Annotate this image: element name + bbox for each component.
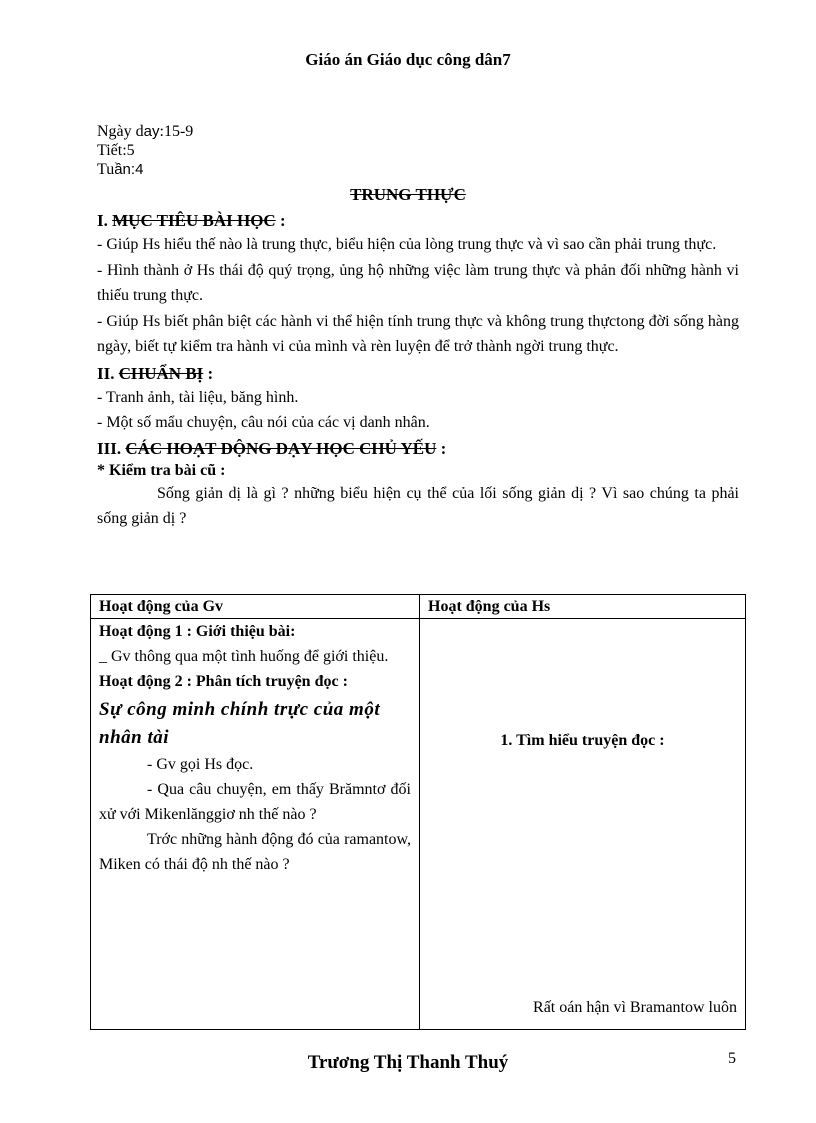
gv-line-3: Trớc những hành động đó của ramantow, Miken có thái độ nh thế nào ? <box>99 831 411 873</box>
section-2-title: CHUẨN BỊ <box>118 363 204 383</box>
week-prefix: Tu <box>97 161 115 178</box>
date-mid: ay <box>143 123 160 140</box>
document-header: Giáo án Giáo dục công dân7 <box>305 50 511 69</box>
footer-author: Trương Thị Thanh Thuý <box>307 1052 509 1073</box>
gv-cell <box>91 619 420 1030</box>
activity-table <box>90 594 746 1030</box>
week-value: :4 <box>130 161 144 178</box>
section-2-heading <box>97 363 739 385</box>
hs-heading: 1. Tìm hiểu truyện đọc : <box>500 732 665 749</box>
week-mid: ần <box>114 161 131 178</box>
section-3-title: CÁC HOẠT ĐỘNG DẠY HỌC CHỦ YẾU <box>125 438 437 458</box>
date-prefix: Ngày d <box>97 123 144 140</box>
col-gv-header: Hoạt động của Gv <box>91 595 420 619</box>
col-hs-header: Hoạt động của Hs <box>420 595 746 619</box>
week-line <box>97 160 193 179</box>
section-3-number: III. <box>97 438 126 458</box>
hs-cell <box>420 619 746 1030</box>
section-1-heading <box>97 210 739 232</box>
objective-2: - Hình thành ở Hs thái độ quý trọng, ủng hộ những việc làm trung thực và phản đối những hành vi thiếu trung thực. <box>97 261 739 304</box>
activity-2-heading: Hoạt động 2 : Phân tích truyện đọc : <box>99 673 348 690</box>
hs-answer: Rất oán hận vì Bramantow luôn <box>533 999 737 1016</box>
story-title: Sự công minh chính trực của một nhân tài <box>99 699 381 748</box>
period-line: Tiết:5 <box>97 142 135 159</box>
section-2-colon: : <box>203 363 214 383</box>
date-line <box>97 122 193 141</box>
date-value: :15-9 <box>159 123 194 140</box>
gv-line-1: - Gv gọi Hs đọc. <box>147 756 254 773</box>
section-2-number: II. <box>97 363 119 383</box>
section-1-title: MỤC TIÊU BÀI HỌC <box>112 211 276 230</box>
prep-item-2: - Một số mẩu chuyện, câu nói của các vị danh nhân. <box>97 413 430 431</box>
activity-1-text: _ Gv thông qua một tình huống để giới thiệu. <box>99 648 389 665</box>
lesson-body <box>97 207 739 532</box>
section-1-number: I. <box>97 211 113 230</box>
table-row <box>91 619 746 1030</box>
check-heading: * Kiểm tra bài cũ : <box>97 461 226 479</box>
section-3-colon: : <box>436 438 447 458</box>
gv-line-2: - Qua câu chuyện, em thấy Brămntơ đối xử với Mikenlănggiơ nh thế nào ? <box>99 781 411 823</box>
objective-3: - Giúp Hs biết phân biệt các hành vi thể hiện tính trung thực và không trung thựctong đời sống hàng ngày, biết tự kiểm tra hành vi của mình và rèn luyện để trở thành ngời trung thực. <box>97 312 739 355</box>
section-3-heading <box>97 438 739 460</box>
table-header-row <box>91 595 746 619</box>
lesson-meta <box>97 122 193 179</box>
lesson-title: TRUNG THỰC <box>350 185 466 204</box>
objective-1: - Giúp Hs hiểu thế nào là trung thực, biểu hiện của lòng trung thực và vì sao cần phải trung thực. <box>97 236 717 253</box>
prep-item-1: - Tranh ảnh, tài liệu, băng hình. <box>97 388 299 406</box>
section-1-colon: : <box>275 211 286 230</box>
activity-1-heading: Hoạt động 1 : Giới thiệu bài: <box>99 623 296 640</box>
page-number: 5 <box>728 1050 736 1067</box>
check-text: Sống giản dị là gì ? những biểu hiện cụ thể của lối sống giản dị ? Vì sao chúng ta phải sống giản dị ? <box>97 484 739 527</box>
